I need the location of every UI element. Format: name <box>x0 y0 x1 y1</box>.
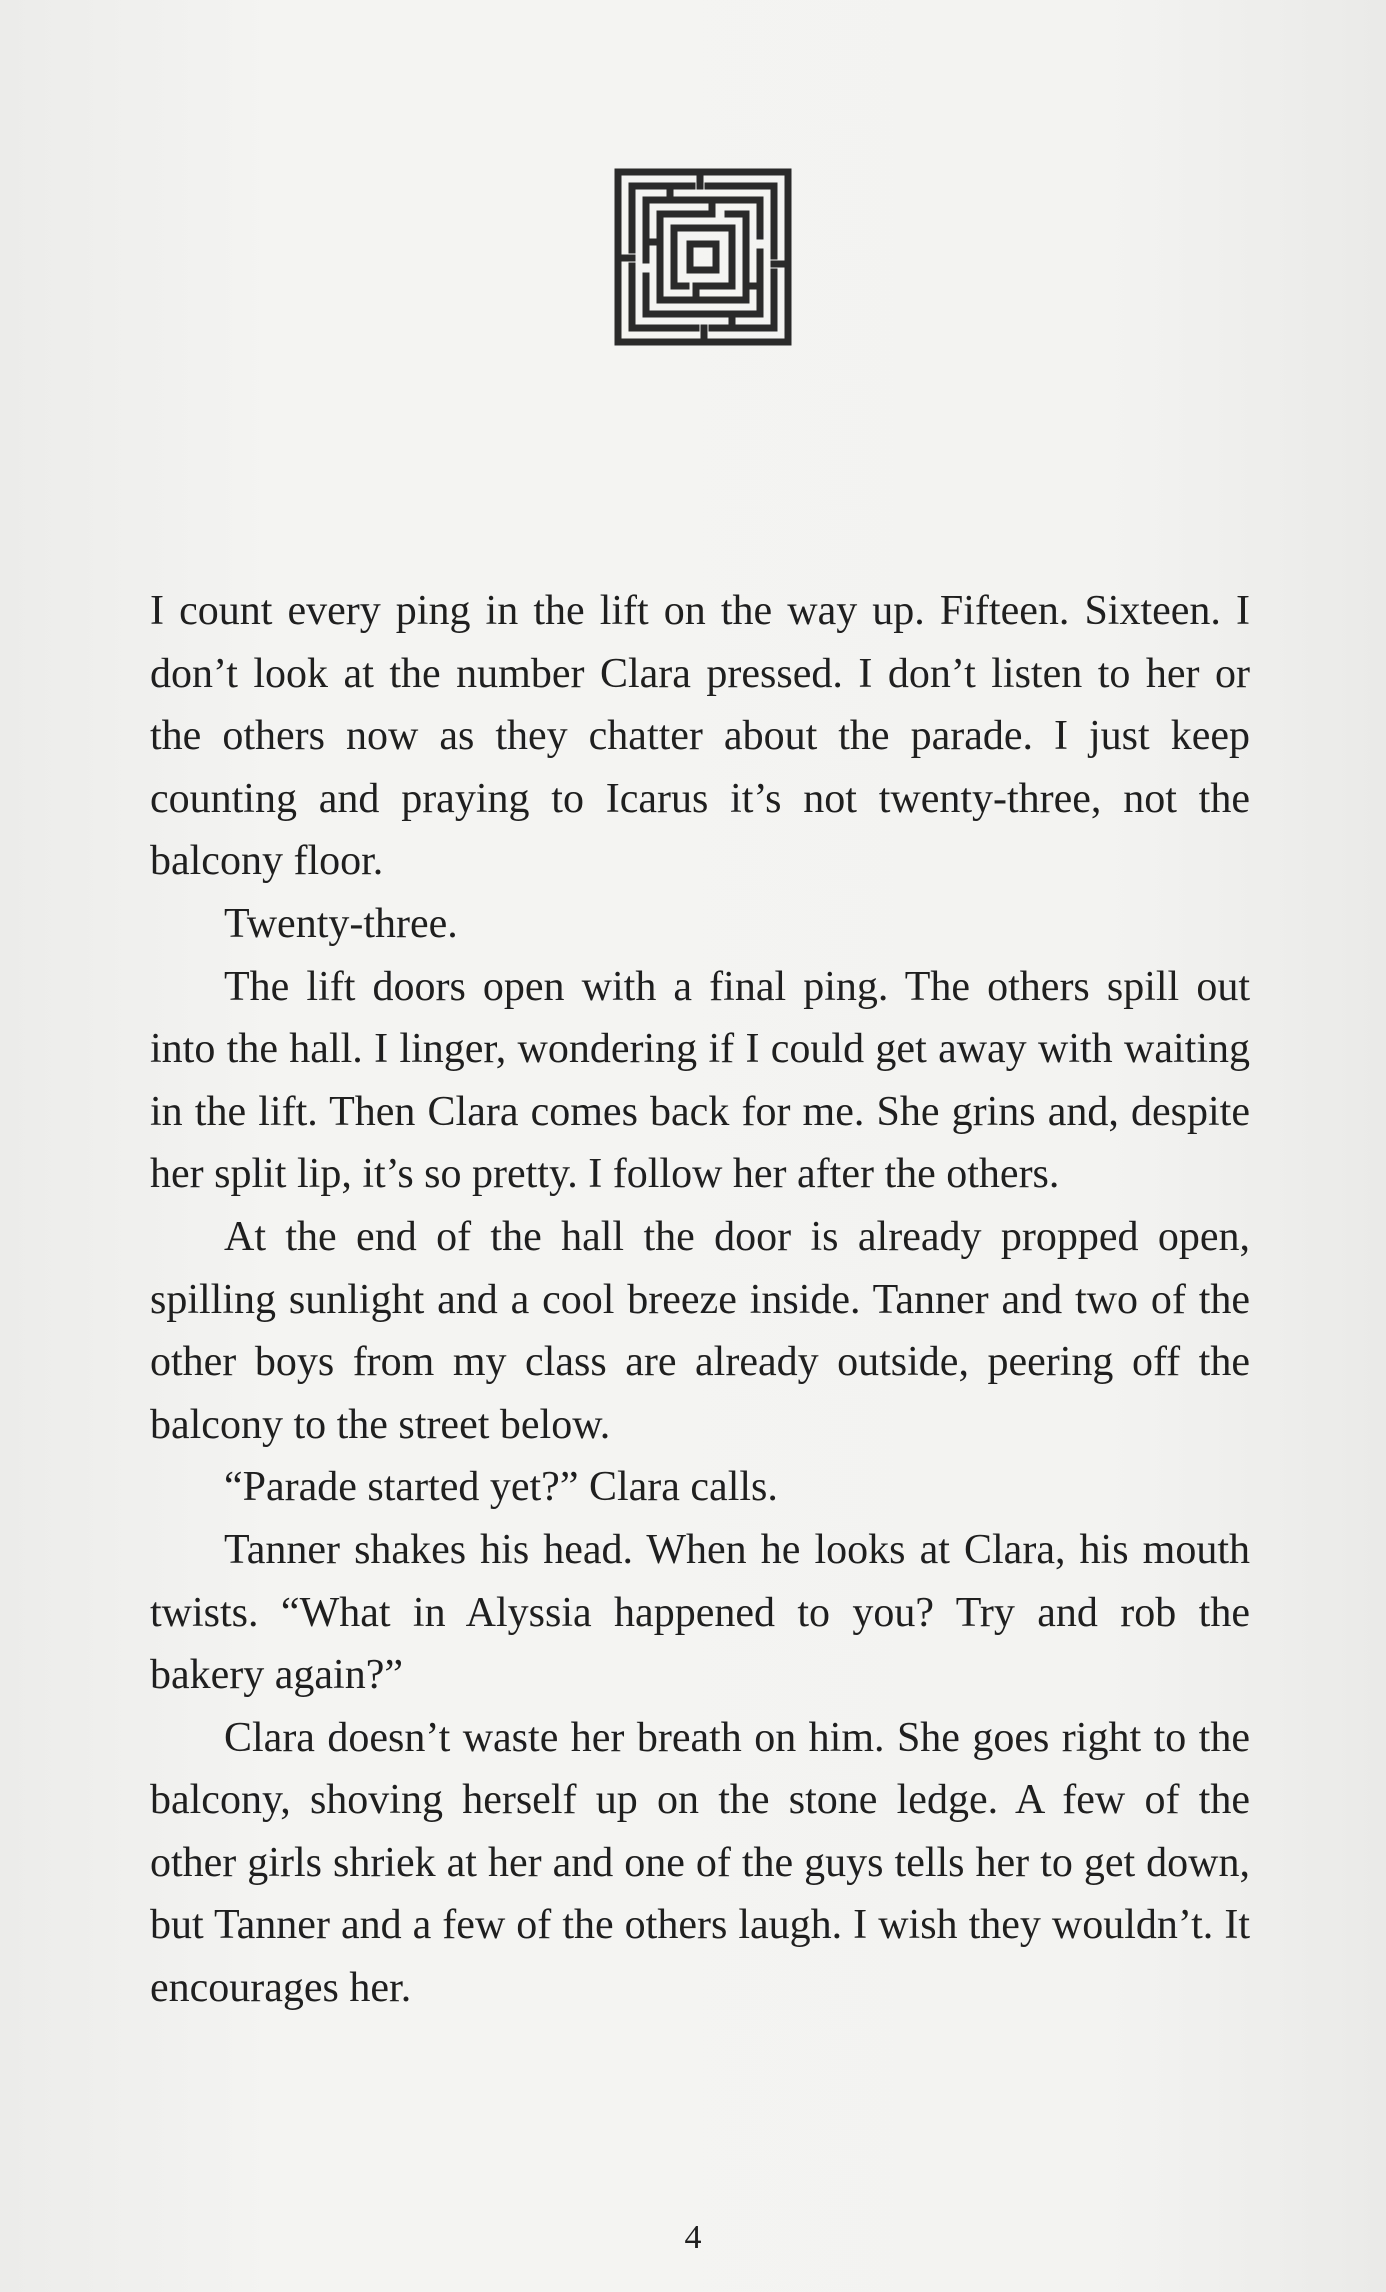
paragraph-4: At the end of the hall the door is already propped open, spilling sunlight and a cool breeze inside. Tanner and two of the other boys from my class are already outside, peering off the balcony to the street below. <box>150 1213 1250 1448</box>
paragraph-7: Clara doesn’t waste her breath on him. She goes right to the balcony, shoving herself up on the stone ledge. A few of the other girls shriek at her and one of the guys tells her to get down, but Tanner and a few of the others laugh. I wish they wouldn’t. It encourages her. <box>150 1714 1250 2012</box>
paragraph-5: “Parade started yet?” Clara calls. <box>224 1464 778 1511</box>
body-text <box>150 580 1250 2020</box>
paragraph-3: The lift doors open with a final ping. The others spill out into the hall. I linger, wondering if I could get away with waiting in the lift. Then Clara comes back for me. She grins and, despite her split lip, it’s so pretty. I follow her after the others. <box>150 963 1250 1198</box>
paragraph-6: Tanner shakes his head. When he looks at Clara, his mouth twists. “What in Alyssia happened to you? Try and rob the bakery again?” <box>150 1526 1250 1699</box>
paragraph-2: Twenty-three. <box>224 900 458 947</box>
square-maze-ornament-icon <box>612 166 794 348</box>
page-number: 4 <box>684 2219 702 2256</box>
paragraph-1: I count every ping in the lift on the way up. Fifteen. Sixteen. I don’t look at the number Clara pressed. I don’t listen to her or the others now as they chatter about the parade. I just keep counting and praying to Icarus it’s not twenty-three, not the balcony floor. <box>150 588 1250 885</box>
